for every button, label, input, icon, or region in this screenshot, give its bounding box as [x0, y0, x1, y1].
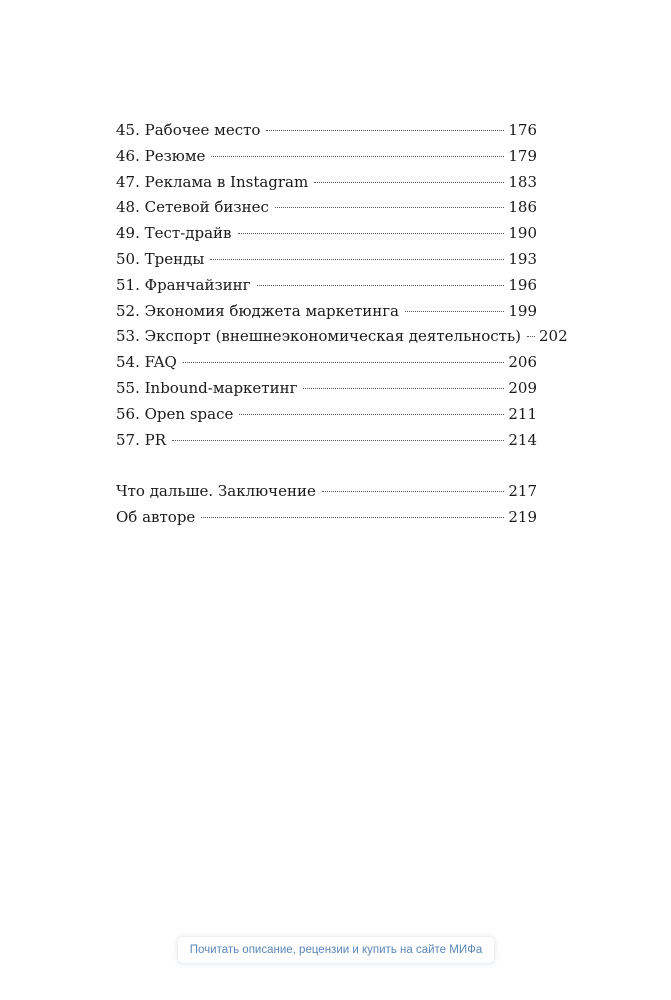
toc-entry-page: 219 [508, 508, 537, 527]
toc-entry-title: 46. Резюме [116, 146, 206, 165]
toc-entry-page: 176 [508, 121, 537, 139]
toc-entry-55 [116, 376, 537, 402]
dot-leader [211, 156, 504, 157]
dot-leader [257, 285, 505, 286]
toc-entry-page: 217 [508, 482, 537, 501]
dot-leader [303, 388, 504, 389]
toc-entry-title: 53. Экспорт (внешнеэкономическая деятельность) [116, 327, 521, 346]
dot-leader [405, 311, 504, 312]
dot-leader [266, 130, 504, 131]
dot-leader [314, 182, 504, 183]
toc-entry-title: 55. Inbound-маркетинг [116, 378, 298, 397]
toc-entry-title: 47. Реклама в Instagram [116, 172, 309, 191]
toc-entry-page: 199 [508, 301, 537, 320]
table-of-contents [116, 118, 568, 531]
toc-entry-56 [116, 402, 537, 428]
toc-entry-51 [116, 273, 537, 299]
toc-entry-title: Об авторе [116, 508, 196, 527]
toc-entry-page: 206 [508, 353, 537, 372]
dot-leader [275, 207, 504, 208]
dot-leader [238, 233, 505, 234]
toc-entry-48 [116, 195, 537, 221]
toc-entry-page: 183 [508, 172, 537, 191]
toc-entry-50 [116, 247, 537, 273]
toc-entry-title: 52. Экономия бюджета маркетинга [116, 301, 400, 320]
toc-entry-title: 49. Тест-драйв [116, 224, 232, 243]
toc-entry-page: 196 [508, 275, 537, 294]
toc-entry-52 [116, 299, 537, 325]
toc-entry-conclusion [116, 479, 537, 505]
toc-entry-title: Что дальше. Заключение [116, 482, 316, 501]
toc-entry-about-author [116, 505, 537, 531]
toc-entry-page: 193 [508, 249, 537, 268]
toc-entry-45 [116, 118, 537, 144]
dot-leader [322, 491, 505, 492]
dot-leader [239, 414, 504, 415]
dot-leader [210, 259, 504, 260]
toc-entry-title: 57. PR [116, 430, 167, 449]
toc-entry-49 [116, 221, 537, 247]
buy-on-mif-site-link[interactable]: Почитать описание, рецензии и купить на сайте МИФа [177, 936, 495, 964]
toc-entry-page: 209 [508, 378, 537, 397]
toc-entry-54 [116, 350, 537, 376]
dot-leader [183, 362, 505, 363]
toc-entry-title: 51. Франчайзинг [116, 275, 251, 294]
toc-entry-page: 186 [508, 198, 537, 217]
toc-entry-title: 56. Open space [116, 404, 234, 423]
toc-entry-47 [116, 170, 537, 196]
toc-entry-page: 202 [539, 327, 568, 346]
toc-entry-page: 211 [508, 404, 537, 423]
toc-entry-title: 45. Рабочее место [116, 121, 261, 139]
dot-leader [201, 517, 504, 518]
toc-entry-page: 214 [508, 430, 537, 449]
toc-entry-page: 179 [508, 146, 537, 165]
dot-leader [172, 440, 504, 441]
toc-entry-page: 190 [508, 224, 537, 243]
toc-entry-title: 50. Тренды [116, 249, 205, 268]
dot-leader [527, 336, 535, 337]
toc-entry-title: 54. FAQ [116, 353, 177, 372]
toc-entry-53 [116, 324, 568, 350]
section-spacer [116, 453, 537, 479]
toc-entry-57 [116, 428, 537, 454]
toc-entry-title: 48. Сетевой бизнес [116, 198, 269, 217]
toc-entry-46 [116, 144, 537, 170]
